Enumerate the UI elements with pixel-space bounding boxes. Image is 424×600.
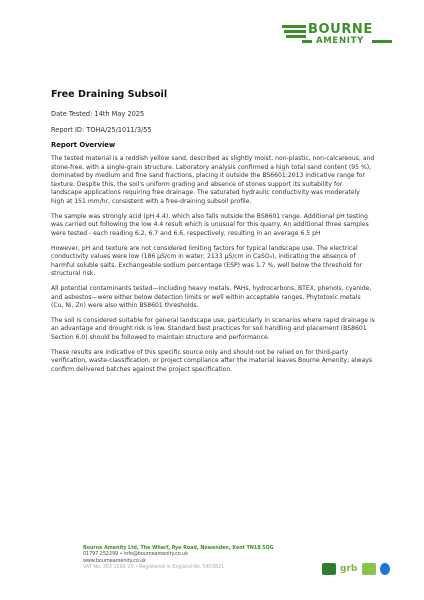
paragraph: However, pH and texture are not considered limiting factors for typical landscape use. The electrical conductivity values were low (186 µS/cm in water; 2133 µS/cm in CaSO₄), indicating the absence of harmful soluble salts. Exchangeable sodium percentage (ESP) was 1.7 %, well below the threshold for structural risk. bbox=[51, 244, 363, 278]
report-id: Report ID: TOHA/25/1011/3/55 bbox=[51, 126, 152, 134]
accreditation-badge-icon bbox=[362, 563, 376, 575]
bourne-amenity-logo bbox=[282, 22, 392, 50]
footer-registration: VAT No. 363 1190 23 • Registered in England No. 5453821 bbox=[83, 565, 225, 571]
paragraph: The soil is considered suitable for general landscape use, particularly in scenarios where rapid drainage is an advantage and drought risk is low. Standard best practices for soil handling and placement (BS8601 Section 6.0) should be followed to maintain structure and performance. bbox=[51, 316, 375, 342]
accreditation-badges bbox=[322, 562, 390, 576]
paragraph: The sample was strongly acid (pH 4.4), which also falls outside the BS8601 range. Additional pH testing was carried out following the low 4.4 result which is unusual for this quarry. An additional three samples were tested - each reading 6.2, 6.7 and 6.6, respectively, resulting in an average 6.5 pH bbox=[51, 212, 369, 237]
paragraph: All potential contaminants tested—including heavy metals, PAHs, hydrocarbons, BTEX, phenols, cyanide, and asbestos—were either below detection limits or well within acceptable ranges. Phytotoxic metals (Cu, Ni, Zn) were also within BS8601 thresholds. bbox=[51, 285, 372, 310]
footer-contact[interactable]: 01797 252299 • info@bourneamenity.co.uk bbox=[83, 552, 188, 558]
logo-wordmark: BOURNE bbox=[308, 22, 373, 37]
paragraph: The tested material is a reddish yellow sand, described as slightly moist, non-plastic, non-calcareous, and stone-free, with a single-grain structure. Laboratory analysis confirmed a high total sand content (95 %), dominated by medium and fine sand fractions, placing it outside the BS6601:2013 indicative range for texture. Despite this, the soil's uniform grading and absence of stones support its suitability for landscape applications requiring free drainage. The saturated hydraulic conductivity was moderately high at 151 mm/hr, consistent with a free-draining subsoil profile. bbox=[51, 155, 375, 205]
grb-logo-icon: grb bbox=[340, 564, 358, 574]
document-title: Free Draining Subsoil bbox=[51, 89, 168, 100]
certification-seal-icon bbox=[380, 563, 390, 575]
paragraph: These results are indicative of this specific source only and should not be relied on for third-party verification, waste-classification, or project compliance after the material leaves Bourne Amenity; always confirm delivered batches against the project specification. bbox=[51, 348, 373, 373]
date-tested: Date Tested: 14th May 2025 bbox=[51, 110, 145, 118]
footer-address: Bourne Amenity Ltd, The Wharf, Rye Road, Newenden, Kent TN18 5QG bbox=[83, 546, 274, 551]
accreditation-badge-icon bbox=[322, 563, 336, 575]
section-heading: Report Overview bbox=[51, 141, 116, 149]
logo-subtitle: AMENITY bbox=[316, 36, 364, 46]
footer-website[interactable]: www.bourneamenity.co.uk bbox=[83, 558, 147, 564]
report-body bbox=[51, 155, 375, 381]
